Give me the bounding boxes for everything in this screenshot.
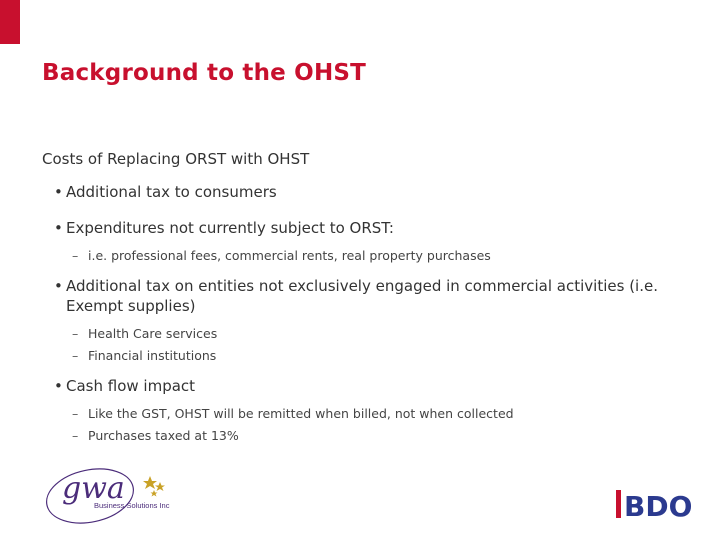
bdo-logo — [616, 484, 706, 524]
gwa-tagline: Business Solutions Inc — [94, 501, 170, 510]
sub-bullet-item — [42, 428, 702, 444]
sub-bullet-marker: – — [72, 326, 79, 341]
sub-bullet-item — [42, 248, 702, 264]
gwa-wordmark: gwa — [62, 471, 125, 506]
sub-bullet-marker: – — [72, 428, 79, 443]
bdo-logo-graphic — [616, 484, 706, 524]
bullet-text: Additional tax to consumers — [66, 183, 277, 201]
sub-bullet-text: i.e. professional fees, commercial rents, real property purchases — [88, 248, 491, 263]
sub-bullet-marker: – — [72, 406, 79, 421]
corner-accent-bar — [0, 0, 20, 44]
sub-bullet-marker: – — [72, 348, 79, 363]
bullet-item — [42, 376, 702, 396]
bullet-marker: • — [54, 183, 63, 201]
bullet-item — [42, 218, 702, 238]
bdo-wordmark: BDO — [624, 490, 693, 523]
sub-bullet-marker: – — [72, 248, 79, 263]
bullet-item — [42, 276, 702, 316]
gwa-logo-graphic — [42, 462, 192, 530]
section-heading: Costs of Replacing ORST with OHST — [42, 150, 310, 168]
bullet-marker: • — [54, 219, 63, 237]
bullet-marker: • — [54, 277, 63, 295]
sub-bullet-text: Health Care services — [88, 326, 218, 341]
sub-bullet-item — [42, 348, 702, 364]
bullet-item — [42, 182, 702, 202]
bullet-marker: • — [54, 377, 63, 395]
bullet-text: Cash flow impact — [66, 377, 196, 395]
slide-content — [42, 150, 702, 450]
gwa-logo — [42, 462, 192, 530]
sub-bullet-item — [42, 406, 702, 422]
sub-bullet-text: Purchases taxed at 13% — [88, 428, 239, 443]
sub-bullet-item — [42, 326, 702, 342]
bullet-text: Expenditures not currently subject to ORST: — [66, 219, 394, 237]
sub-bullet-text: Financial institutions — [88, 348, 217, 363]
bullet-text: Additional tax on entities not exclusively engaged in commercial activities (i.e. Exempt supplies) — [66, 277, 658, 315]
slide-title: Background to the OHST — [42, 60, 367, 86]
sub-bullet-text: Like the GST, OHST will be remitted when billed, not when collected — [88, 406, 514, 421]
